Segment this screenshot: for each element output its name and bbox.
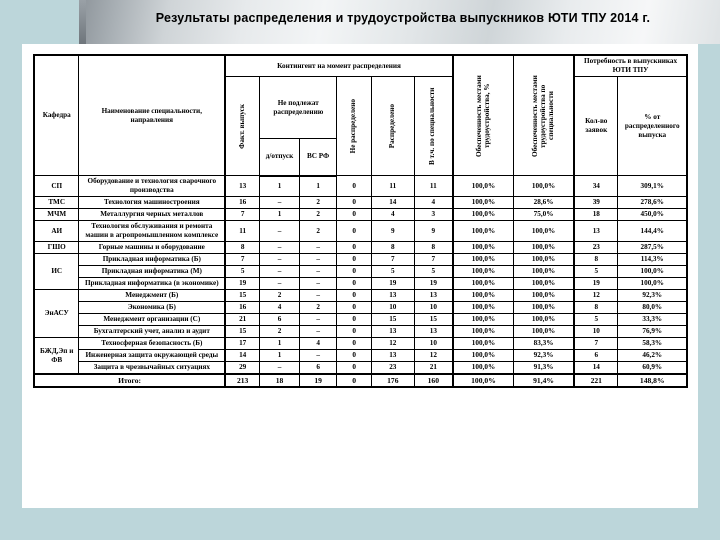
cell-specialty-employment: 100,0%: [514, 266, 575, 278]
cell-vs-rf: 2: [299, 221, 337, 242]
cell-specialty-employment: 100,0%: [514, 221, 575, 242]
cell-fact-release: 8: [225, 242, 259, 254]
cell-total-label: Итого:: [34, 374, 225, 387]
table-row: [34, 326, 687, 338]
cell-percent-of-distributed: 60,9%: [618, 362, 687, 375]
cell-requests-count: 7: [574, 338, 618, 350]
cell-employment-rate: 100,0%: [453, 314, 514, 326]
cell-kafedra: ТМС: [34, 197, 79, 209]
cell-specialty: Прикладная информатика (М): [79, 266, 225, 278]
cell-specialty: Бухгалтерский учет, анализ и аудит: [79, 326, 225, 338]
cell-total-employment-rate: 100,0%: [453, 374, 514, 387]
cell-distributed: 4: [371, 209, 414, 221]
th-demand-group: Потребность в выпускниках ЮТИ ТПУ: [574, 55, 687, 77]
table-row: [34, 209, 687, 221]
cell-in-specialty: 7: [414, 254, 453, 266]
cell-employment-rate: 100,0%: [453, 362, 514, 375]
cell-fact-release: 14: [225, 350, 259, 362]
results-table: [33, 54, 688, 388]
cell-specialty-employment: 100,0%: [514, 242, 575, 254]
cell-dotpusk: 2: [260, 326, 300, 338]
cell-dotpusk: –: [260, 197, 300, 209]
cell-specialty-employment: 28,6%: [514, 197, 575, 209]
cell-specialty: Прикладная информатика (Б): [79, 254, 225, 266]
th-contingent-group: Контингент на момент распределения: [225, 55, 453, 77]
cell-total-in-specialty: 160: [414, 374, 453, 387]
cell-requests-count: 5: [574, 314, 618, 326]
cell-not-distributed: 0: [337, 254, 371, 266]
cell-vs-rf: 2: [299, 209, 337, 221]
cell-in-specialty: 15: [414, 314, 453, 326]
cell-kafedra: ГШО: [34, 242, 79, 254]
table-row: [34, 362, 687, 375]
cell-employment-rate: 100,0%: [453, 290, 514, 302]
th-kafedra: Кафедра: [34, 55, 79, 176]
table-row: [34, 221, 687, 242]
th-requests-count: Кол-во заявок: [574, 77, 618, 176]
cell-dotpusk: 1: [260, 176, 300, 197]
cell-specialty-employment: 100,0%: [514, 176, 575, 197]
cell-requests-count: 19: [574, 278, 618, 290]
cell-not-distributed: 0: [337, 266, 371, 278]
cell-percent-of-distributed: 76,9%: [618, 326, 687, 338]
cell-fact-release: 29: [225, 362, 259, 375]
cell-dotpusk: 2: [260, 290, 300, 302]
cell-total-specialty-employment: 91,4%: [514, 374, 575, 387]
cell-kafedra: МЧМ: [34, 209, 79, 221]
cell-total-fact-release: 213: [225, 374, 259, 387]
cell-total-requests-count: 221: [574, 374, 618, 387]
cell-specialty-employment: 100,0%: [514, 302, 575, 314]
cell-specialty: Менеджмент организации (С): [79, 314, 225, 326]
total-row: [34, 374, 687, 387]
cell-fact-release: 11: [225, 221, 259, 242]
th-percent-of-distributed: % от распределенного выпуска: [618, 77, 687, 176]
cell-fact-release: 7: [225, 209, 259, 221]
cell-fact-release: 7: [225, 254, 259, 266]
cell-specialty: Металлургия черных металлов: [79, 209, 225, 221]
cell-not-distributed: 0: [337, 314, 371, 326]
cell-percent-of-distributed: 144,4%: [618, 221, 687, 242]
cell-in-specialty: 10: [414, 338, 453, 350]
cell-specialty: Оборудование и технология сварочного производства: [79, 176, 225, 197]
cell-specialty-employment: 83,3%: [514, 338, 575, 350]
cell-specialty: Инженерная защита окружающей среды: [79, 350, 225, 362]
cell-employment-rate: 100,0%: [453, 242, 514, 254]
cell-distributed: 19: [371, 278, 414, 290]
cell-not-distributed: 0: [337, 197, 371, 209]
cell-in-specialty: 19: [414, 278, 453, 290]
cell-not-distributed: 0: [337, 302, 371, 314]
th-distributed-text: Распределено: [387, 103, 396, 149]
cell-vs-rf: 4: [299, 338, 337, 350]
cell-fact-release: 21: [225, 314, 259, 326]
cell-specialty-employment: 100,0%: [514, 254, 575, 266]
th-fact-release: [225, 77, 259, 176]
cell-specialty-employment: 100,0%: [514, 290, 575, 302]
cell-kafedra: ЭнАСУ: [34, 290, 79, 338]
th-specialty-employment: [514, 55, 575, 176]
table-body: [34, 176, 687, 388]
cell-employment-rate: 100,0%: [453, 350, 514, 362]
table-row: [34, 266, 687, 278]
cell-requests-count: 8: [574, 302, 618, 314]
cell-requests-count: 6: [574, 350, 618, 362]
th-dotpusk: д/отпуск: [260, 139, 300, 176]
cell-specialty: Прикладная информатика (в экономике): [79, 278, 225, 290]
cell-requests-count: 10: [574, 326, 618, 338]
table-row: [34, 350, 687, 362]
cell-dotpusk: 4: [260, 302, 300, 314]
cell-fact-release: 13: [225, 176, 259, 197]
cell-not-distributed: 0: [337, 221, 371, 242]
cell-in-specialty: 21: [414, 362, 453, 375]
th-distributed: [371, 77, 414, 176]
cell-specialty: Технология машиностроения: [79, 197, 225, 209]
cell-in-specialty: 13: [414, 326, 453, 338]
cell-not-distributed: 0: [337, 350, 371, 362]
cell-distributed: 23: [371, 362, 414, 375]
cell-vs-rf: –: [299, 290, 337, 302]
table-row: [34, 302, 687, 314]
cell-percent-of-distributed: 46,2%: [618, 350, 687, 362]
cell-kafedra: СП: [34, 176, 79, 197]
th-not-distributed: [337, 77, 371, 176]
th-vs-rf: ВС РФ: [299, 139, 337, 176]
cell-vs-rf: 6: [299, 362, 337, 375]
table-row: [34, 278, 687, 290]
cell-fact-release: 16: [225, 197, 259, 209]
cell-in-specialty: 12: [414, 350, 453, 362]
page-title: Результаты распределения и трудоустройства выпускников ЮТИ ТПУ 2014 г.: [155, 11, 651, 25]
cell-dotpusk: 1: [260, 338, 300, 350]
cell-requests-count: 13: [574, 221, 618, 242]
cell-fact-release: 15: [225, 290, 259, 302]
cell-kafedra: АИ: [34, 221, 79, 242]
cell-distributed: 14: [371, 197, 414, 209]
cell-distributed: 15: [371, 314, 414, 326]
cell-dotpusk: 6: [260, 314, 300, 326]
cell-percent-of-distributed: 309,1%: [618, 176, 687, 197]
cell-percent-of-distributed: 100,0%: [618, 278, 687, 290]
cell-requests-count: 5: [574, 266, 618, 278]
cell-dotpusk: –: [260, 221, 300, 242]
cell-vs-rf: 1: [299, 176, 337, 197]
cell-distributed: 8: [371, 242, 414, 254]
cell-vs-rf: –: [299, 242, 337, 254]
table-row: [34, 176, 687, 197]
cell-in-specialty: 5: [414, 266, 453, 278]
cell-dotpusk: –: [260, 266, 300, 278]
cell-employment-rate: 100,0%: [453, 266, 514, 278]
cell-percent-of-distributed: 114,3%: [618, 254, 687, 266]
cell-percent-of-distributed: 58,3%: [618, 338, 687, 350]
th-employment-rate-text: Обеспеченность местами трудоустройства, %: [474, 74, 491, 157]
cell-requests-count: 34: [574, 176, 618, 197]
cell-specialty: Технология обслуживания и ремонта машин в агропромышленном комплексе: [79, 221, 225, 242]
cell-total-distributed: 176: [371, 374, 414, 387]
cell-total-percent-of-distributed: 148,8%: [618, 374, 687, 387]
cell-distributed: 13: [371, 350, 414, 362]
cell-employment-rate: 100,0%: [453, 176, 514, 197]
th-employment-rate: [453, 55, 514, 176]
cell-fact-release: 5: [225, 266, 259, 278]
cell-vs-rf: 2: [299, 197, 337, 209]
cell-not-distributed: 0: [337, 176, 371, 197]
cell-dotpusk: –: [260, 254, 300, 266]
cell-employment-rate: 100,0%: [453, 254, 514, 266]
cell-specialty: Экономика (Б): [79, 302, 225, 314]
cell-not-distributed: 0: [337, 290, 371, 302]
cell-employment-rate: 100,0%: [453, 221, 514, 242]
cell-fact-release: 17: [225, 338, 259, 350]
cell-in-specialty: 10: [414, 302, 453, 314]
cell-percent-of-distributed: 450,0%: [618, 209, 687, 221]
cell-dotpusk: –: [260, 278, 300, 290]
th-in-specialty-text: В т.ч. по специальности: [428, 87, 437, 165]
cell-fact-release: 15: [225, 326, 259, 338]
cell-percent-of-distributed: 100,0%: [618, 266, 687, 278]
cell-employment-rate: 100,0%: [453, 338, 514, 350]
th-fact-release-text: Факт. выпуск: [237, 103, 246, 149]
th-not-subject-group: Не подлежат распределению: [260, 77, 337, 139]
cell-not-distributed: 0: [337, 326, 371, 338]
cell-dotpusk: –: [260, 362, 300, 375]
cell-specialty: Техносферная безопасность (Б): [79, 338, 225, 350]
cell-dotpusk: –: [260, 242, 300, 254]
th-not-distributed-text: Не распределено: [349, 98, 358, 154]
cell-fact-release: 16: [225, 302, 259, 314]
cell-employment-rate: 100,0%: [453, 326, 514, 338]
cell-requests-count: 8: [574, 254, 618, 266]
cell-dotpusk: 1: [260, 350, 300, 362]
cell-in-specialty: 9: [414, 221, 453, 242]
cell-in-specialty: 13: [414, 290, 453, 302]
title-banner-edge: [79, 0, 86, 44]
cell-not-distributed: 0: [337, 242, 371, 254]
cell-distributed: 7: [371, 254, 414, 266]
cell-vs-rf: –: [299, 314, 337, 326]
cell-vs-rf: –: [299, 326, 337, 338]
cell-percent-of-distributed: 33,3%: [618, 314, 687, 326]
cell-specialty-employment: 100,0%: [514, 278, 575, 290]
cell-in-specialty: 4: [414, 197, 453, 209]
cell-specialty: Защита в чрезвычайных ситуациях: [79, 362, 225, 375]
cell-requests-count: 12: [574, 290, 618, 302]
cell-specialty-employment: 91,3%: [514, 362, 575, 375]
cell-distributed: 12: [371, 338, 414, 350]
table-row: [34, 314, 687, 326]
th-specialty-employment-text: Обеспеченность местами трудоустройства по специальности: [530, 74, 555, 157]
cell-distributed: 11: [371, 176, 414, 197]
cell-in-specialty: 11: [414, 176, 453, 197]
cell-specialty-employment: 100,0%: [514, 326, 575, 338]
cell-kafedra: БЖД,Эп и ФВ: [34, 338, 79, 375]
table-row: [34, 338, 687, 350]
cell-vs-rf: –: [299, 350, 337, 362]
cell-distributed: 13: [371, 326, 414, 338]
cell-distributed: 9: [371, 221, 414, 242]
cell-specialty-employment: 92,3%: [514, 350, 575, 362]
cell-specialty: Горные машины и оборудование: [79, 242, 225, 254]
cell-not-distributed: 0: [337, 278, 371, 290]
cell-employment-rate: 100,0%: [453, 209, 514, 221]
th-specialty: Наименование специальности, направления: [79, 55, 225, 176]
cell-percent-of-distributed: 278,6%: [618, 197, 687, 209]
cell-requests-count: 39: [574, 197, 618, 209]
cell-requests-count: 14: [574, 362, 618, 375]
cell-not-distributed: 0: [337, 362, 371, 375]
cell-distributed: 13: [371, 290, 414, 302]
cell-total-vs-rf: 19: [299, 374, 337, 387]
cell-specialty-employment: 75,0%: [514, 209, 575, 221]
cell-vs-rf: –: [299, 254, 337, 266]
cell-total-dotpusk: 18: [260, 374, 300, 387]
cell-vs-rf: –: [299, 266, 337, 278]
cell-percent-of-distributed: 92,3%: [618, 290, 687, 302]
cell-specialty-employment: 100,0%: [514, 314, 575, 326]
header-row-1: [34, 55, 687, 77]
cell-specialty: Менеджмент (Б): [79, 290, 225, 302]
cell-requests-count: 23: [574, 242, 618, 254]
cell-total-not-distributed: 0: [337, 374, 371, 387]
table-row: [34, 254, 687, 266]
cell-employment-rate: 100,0%: [453, 278, 514, 290]
cell-percent-of-distributed: 80,0%: [618, 302, 687, 314]
cell-distributed: 10: [371, 302, 414, 314]
cell-distributed: 5: [371, 266, 414, 278]
cell-employment-rate: 100,0%: [453, 197, 514, 209]
cell-dotpusk: 1: [260, 209, 300, 221]
cell-vs-rf: 2: [299, 302, 337, 314]
th-in-specialty: [414, 77, 453, 176]
cell-in-specialty: 8: [414, 242, 453, 254]
cell-kafedra: ИС: [34, 254, 79, 290]
cell-not-distributed: 0: [337, 338, 371, 350]
table-row: [34, 242, 687, 254]
table-row: [34, 290, 687, 302]
table-row: [34, 197, 687, 209]
cell-vs-rf: –: [299, 278, 337, 290]
cell-requests-count: 18: [574, 209, 618, 221]
table-head: [34, 55, 687, 176]
cell-employment-rate: 100,0%: [453, 302, 514, 314]
cell-in-specialty: 3: [414, 209, 453, 221]
cell-not-distributed: 0: [337, 209, 371, 221]
cell-fact-release: 19: [225, 278, 259, 290]
cell-percent-of-distributed: 287,5%: [618, 242, 687, 254]
